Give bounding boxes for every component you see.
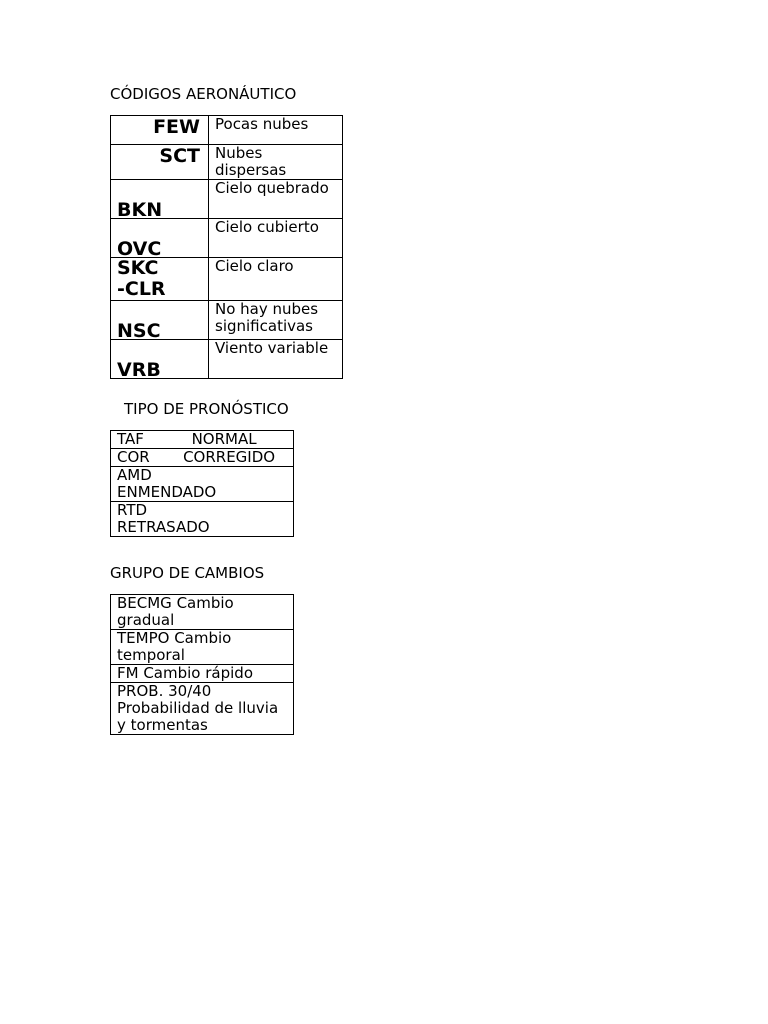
code-cell: [111, 180, 209, 219]
cambios-cell: TEMPO Cambio temporal: [111, 630, 294, 665]
tipo-table: [110, 430, 294, 537]
desc-cell: Viento variable: [209, 340, 343, 379]
code-text: VRB: [117, 359, 161, 381]
tipo-cell: TAF NORMAL: [111, 431, 294, 449]
codes-table: [110, 115, 343, 379]
code-cell: FEW: [111, 116, 209, 145]
desc-cell: Cielo quebrado: [209, 180, 343, 219]
table-row: [111, 145, 343, 180]
table-row: [111, 258, 343, 301]
table-row: [111, 180, 343, 219]
table-row: [111, 683, 294, 735]
table-row: [111, 467, 294, 502]
desc-cell: Cielo claro: [209, 258, 343, 301]
table-row: [111, 301, 343, 340]
cambios-cell: FM Cambio rápido: [111, 665, 294, 683]
table-row: [111, 431, 294, 449]
cambios-table: [110, 594, 294, 735]
table-row: [111, 665, 294, 683]
code-text: BKN: [117, 199, 163, 221]
desc-cell: Nubes dispersas: [209, 145, 343, 180]
table-row: [111, 595, 294, 630]
code-cell: [111, 219, 209, 258]
code-cell: [111, 301, 209, 340]
code-cell: SKC -CLR: [111, 258, 209, 301]
tipo-cell: COR CORREGIDO: [111, 449, 294, 467]
codigos-title: CÓDIGOS AERONÁUTICO: [110, 85, 297, 103]
cambios-cell: BECMG Cambio gradual: [111, 595, 294, 630]
code-cell: SCT: [111, 145, 209, 180]
code-text: OVC: [117, 238, 162, 260]
table-row: [111, 340, 343, 379]
table-row: [111, 502, 294, 537]
cambios-cell: PROB. 30/40 Probabilidad de lluvia y tormentas: [111, 683, 294, 735]
table-row: [111, 219, 343, 258]
tipo-cell: AMD ENMENDADO: [111, 467, 294, 502]
table-row: [111, 630, 294, 665]
desc-cell: Pocas nubes: [209, 116, 343, 145]
desc-cell: No hay nubes significativas: [209, 301, 343, 340]
tipo-title: TIPO DE PRONÓSTICO: [124, 400, 289, 418]
cambios-title: GRUPO DE CAMBIOS: [110, 564, 265, 582]
table-row: [111, 449, 294, 467]
code-text: NSC: [117, 320, 161, 342]
table-row: [111, 116, 343, 145]
code-cell: [111, 340, 209, 379]
desc-cell: Cielo cubierto: [209, 219, 343, 258]
tipo-cell: RTD RETRASADO: [111, 502, 294, 537]
